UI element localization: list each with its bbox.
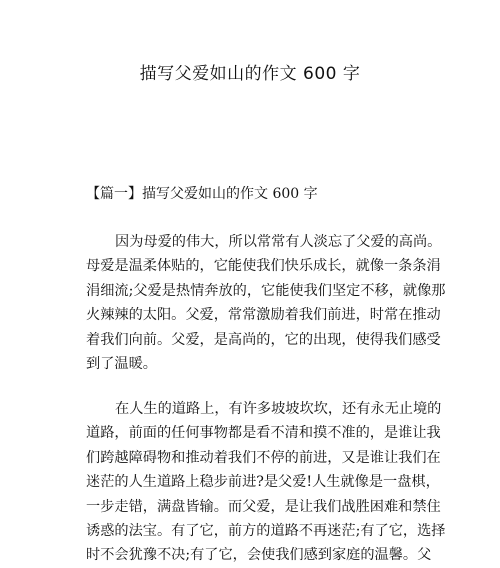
paragraph-line: 因为母爱的伟大，所以常常有人淡忘了父爱的高尚。 xyxy=(115,234,442,250)
paragraph-line: 道路，前面的任何事物都是看不清和摸不准的，是谁让我 xyxy=(86,425,441,442)
paragraph-line: 时不会犹豫不决;有了它，会使我们感到家庭的温馨。父 xyxy=(86,547,432,564)
paragraph-line: 到了温暖。 xyxy=(86,356,157,373)
paragraph-line: 一步走错，满盘皆输。而父爱，是让我们战胜困难和禁住 xyxy=(86,498,441,515)
paragraph-line: 火辣辣的太阳。父爱，常常激励着我们前进，时常在推动 xyxy=(86,307,441,324)
document-title: 描写父爱如山的作文 600 字 xyxy=(139,64,361,84)
paragraph-line: 诱惑的法宝。有了它，前方的道路不再迷茫;有了它，选择 xyxy=(86,523,446,540)
paragraph-line: 迷茫的人生道路上稳步前进?是父爱!人生就像是一盘棋， xyxy=(86,474,440,491)
paragraph-line: 着我们向前。父爱，是高尚的，它的出现，使得我们感受 xyxy=(86,331,441,348)
paragraph-2 xyxy=(86,397,446,568)
paragraph-line: 母爱是温柔体贴的，它能使我们快乐成长，就像一条条涓 xyxy=(86,258,441,275)
paragraph-1 xyxy=(86,230,446,376)
paragraph-line: 们跨越障碍物和推动着我们不停的前进，又是谁让我们在 xyxy=(86,449,441,466)
paragraph-line: 在人生的道路上，有许多坡坡坎坎，还有永无止境的 xyxy=(115,401,442,417)
section-heading: 【篇一】描写父爱如山的作文 600 字 xyxy=(86,186,318,202)
paragraph-line: 涓细流;父爱是热情奔放的，它能使我们坚定不移，就像那 xyxy=(86,282,446,299)
